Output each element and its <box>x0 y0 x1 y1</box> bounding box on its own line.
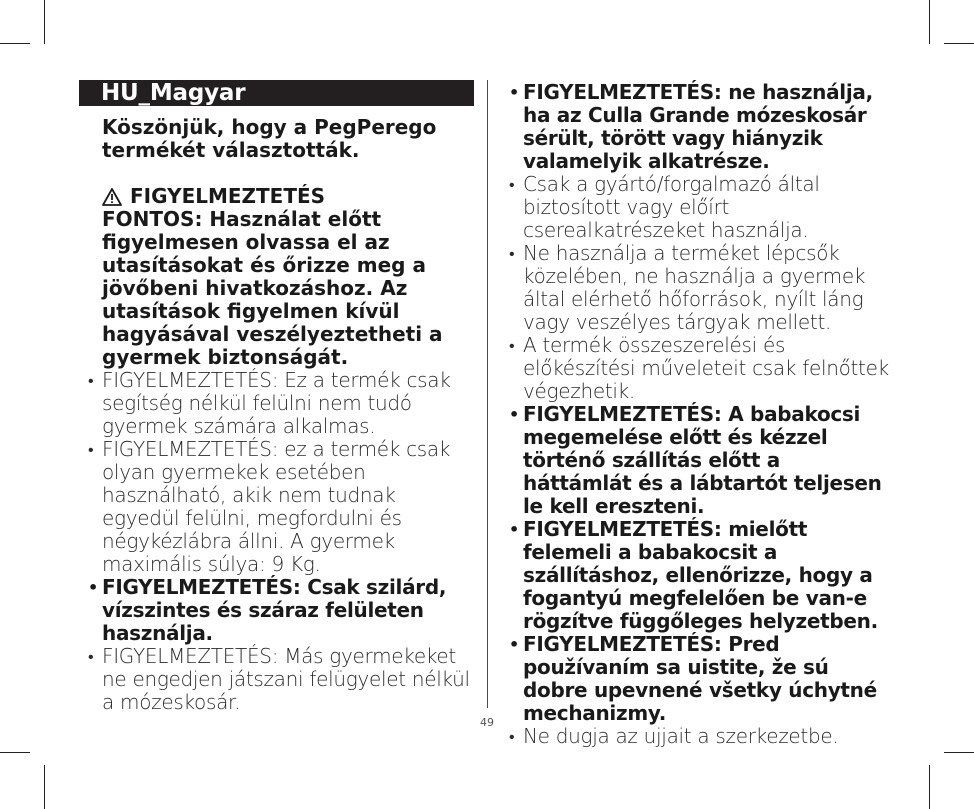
bullet: • <box>88 647 94 666</box>
list-item: • FIGYELMEZTETÉS: Pred používaním sa uistite, že sú dobre upevnené všetky úchytné mechanizmy. <box>509 632 877 725</box>
crop-mark <box>44 765 45 809</box>
bullet: • <box>88 371 94 390</box>
bullet: • <box>509 520 519 539</box>
right-column <box>509 80 895 748</box>
crop-mark <box>944 43 974 44</box>
list-item: • A termék összeszerelési és előkészítési műveleteit csak felnőttek végezhetik. <box>509 333 889 403</box>
crop-mark <box>929 765 930 809</box>
bullet: • <box>509 405 519 424</box>
column-divider <box>487 80 488 708</box>
warning-title: FIGYELMEZTETÉS <box>130 184 326 208</box>
crop-mark <box>929 0 930 44</box>
crop-mark <box>44 0 45 44</box>
list-item: • FIGYELMEZTETÉS: Csak szilárd, vízszintes és száraz felületen használja. <box>88 575 447 645</box>
crop-mark <box>0 43 30 44</box>
list-item: • Csak a gyártó/forgalmazó által biztosított vagy előírt cserealkatrészeket használja. <box>509 172 820 242</box>
crop-mark <box>0 752 30 753</box>
left-column <box>88 115 474 714</box>
section-header <box>79 80 474 106</box>
list-item: • FIGYELMEZTETÉS: mielőtt felemeli a babakocsit a szállításhoz, ellenőrizze, hogy a fogantyú megfelelően be van-e rögzítve függőleges helyzetben. <box>509 517 878 633</box>
list-item: • FIGYELMEZTETÉS: ez a termék csak olyan gyermekek esetében használható, akik nem tudnak egyedül felülni, megfordulni és négykézlábra állni. A gyermek maximális súlya: 9 Kg. <box>88 437 451 576</box>
list-item: • FIGYELMEZTETÉS: Ez a termék csak segítség nélkül felülni nem tudó gyermek számára alkalmas. <box>88 368 451 438</box>
list-item: • Ne dugja az ujjait a szerkezetbe. <box>509 724 839 748</box>
important-notice: FONTOS: Használat előtt figyelmesen olvassa el az utasításokat és őrizze meg a jövőbeni hivatkozáshoz. Az utasítások figyelmen kívül hagyásával veszélyeztetheti a gyermek biztonságát. <box>102 207 443 369</box>
list-item: • FIGYELMEZTETÉS: Más gyermekeket ne engedjen játszani felügyelet nélkül a mózeskosár. <box>88 644 470 714</box>
warning-triangle-icon <box>102 188 122 206</box>
page-number: 49 <box>480 716 494 729</box>
list-item: • FIGYELMEZTETÉS: ne használja, ha az Culla Grande mózeskosár sérült, törött vagy hiányzik valamelyik alkatrésze. <box>509 80 873 173</box>
bullet: • <box>509 83 519 102</box>
thanks-text: Köszönjük, hogy a PegPerego termékét választották. <box>102 115 437 162</box>
bullet: • <box>88 578 98 597</box>
warning-heading <box>102 185 474 208</box>
bullet: • <box>509 244 515 263</box>
crop-mark <box>944 752 974 753</box>
bullet: • <box>509 175 515 194</box>
section-label: HU_Magyar <box>101 80 246 106</box>
bullet: • <box>509 635 519 654</box>
bullet: • <box>509 727 515 746</box>
bullet: • <box>509 336 515 355</box>
list-item: • Ne használja a terméket lépcsők közelében, ne használja a gyermek által elérhető hőforrások, nyílt láng vagy veszélyes tárgyak mellett. <box>509 241 866 334</box>
bullet: • <box>88 440 94 459</box>
list-item: • FIGYELMEZTETÉS: A babakocsi megemelése előtt és kézzel történő szállítás előtt a háttámlát és a lábtartót teljesen le kell ereszteni. <box>509 402 882 518</box>
